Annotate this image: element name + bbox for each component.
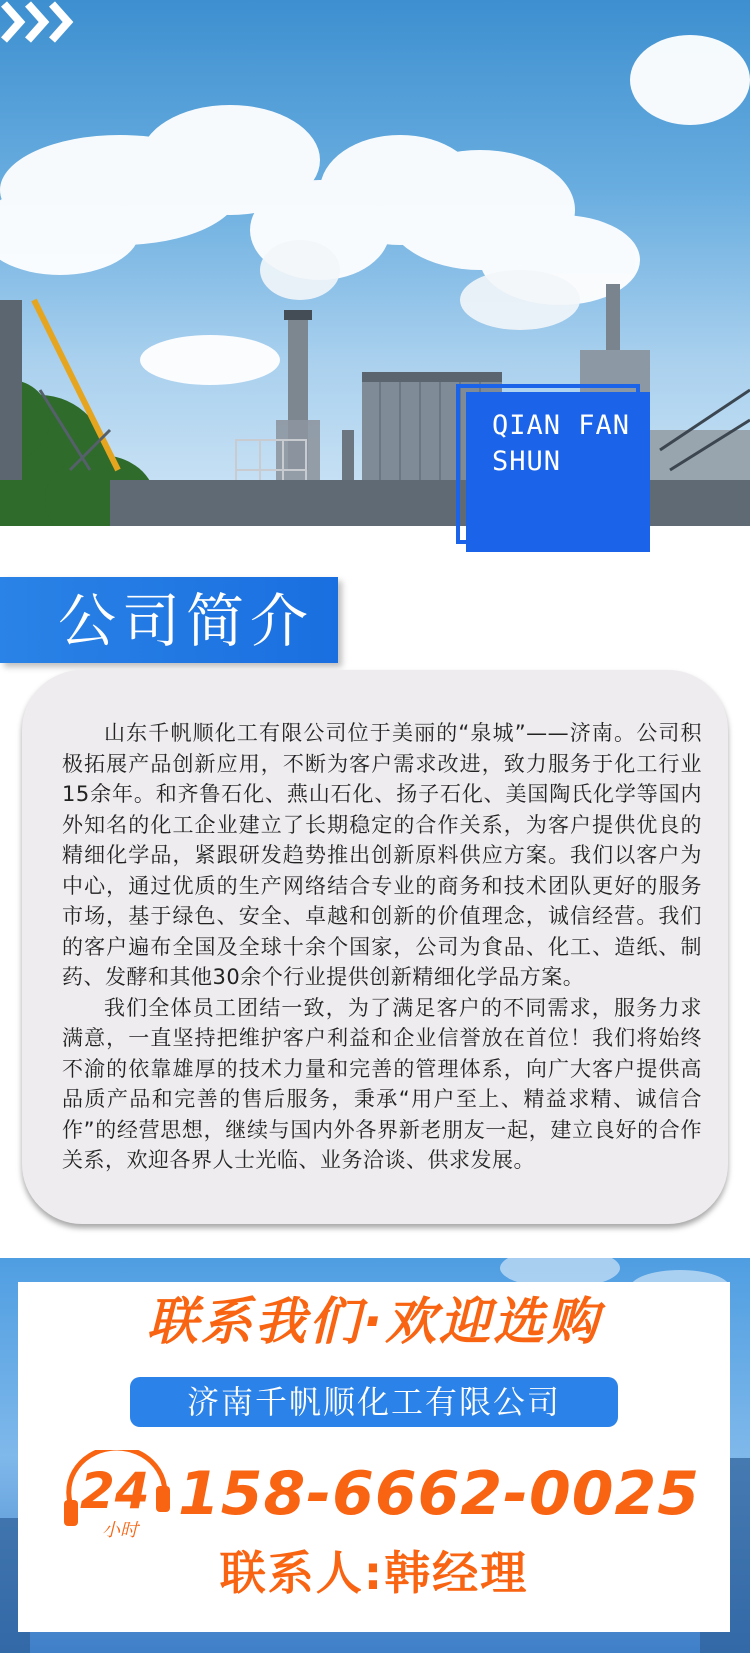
hours-number: 24 <box>80 1462 150 1520</box>
hours-label: 小时 <box>102 1520 138 1541</box>
contact-section <box>0 1258 750 1653</box>
phone-number[interactable]: 158-6662-0025 <box>178 1459 701 1529</box>
intro-paragraph-2: 我们全体员工团结一致，为了满足客户的不同需求，服务力求满意，一直坚持把维护客户利益和企业信誉放在首位！我们将始终不渝的依靠雄厚的技术力量和完善的管理体系，向广大客户提供高品质产品和完善的售后服务，秉承“用户至上、精益求精、诚信合作”的经营思想，继续与国内外各界新老朋友一起，建立良好的合作关系，欢迎各界人士光临、业务洽谈、供求发展。 <box>62 995 702 1172</box>
hero-banner <box>0 0 750 552</box>
triple-chevron-right-icon <box>0 0 80 44</box>
contact-person: 联系人:韩经理 <box>219 1546 529 1600</box>
section-title: 公司简介 <box>58 587 315 655</box>
intro-paragraph-1: 山东千帆顺化工有限公司位于美丽的“泉城”——济南。公司积极拓展产品创新应用，不断为客户需求改进，致力服务于化工行业15余年。和齐鲁石化、燕山石化、扬子石化、美国陶氏化学等国内外知名的化工企业建立了长期稳定的合作关系，为客户提供优良的精细化学品，紧跟研发趋势推出创新原料供应方案。我们以客户为中心，通过优质的生产网络结合专业的商务和技术团队更好的服务市场，基于绿色、安全、卓越和创新的价值理念，诚信经营。我们的客户遍布全国及全球十余个国家，公司为食品、化工、造纸、制药、发酵和其他30余个行业提供创新精细化学品方案。 <box>62 721 702 989</box>
logo-line-1: QIAN FAN <box>492 410 631 441</box>
brand-logo-text <box>492 408 630 480</box>
company-name: 济南千帆顺化工有限公司 <box>186 1383 561 1421</box>
company-name-bar <box>130 1377 618 1427</box>
contact-slogan: 联系我们·欢迎选购 <box>146 1293 602 1352</box>
logo-line-2: SHUN <box>492 446 562 477</box>
contact-panel <box>18 1282 730 1632</box>
company-intro-card <box>22 670 728 1224</box>
company-intro-text <box>62 718 702 1176</box>
